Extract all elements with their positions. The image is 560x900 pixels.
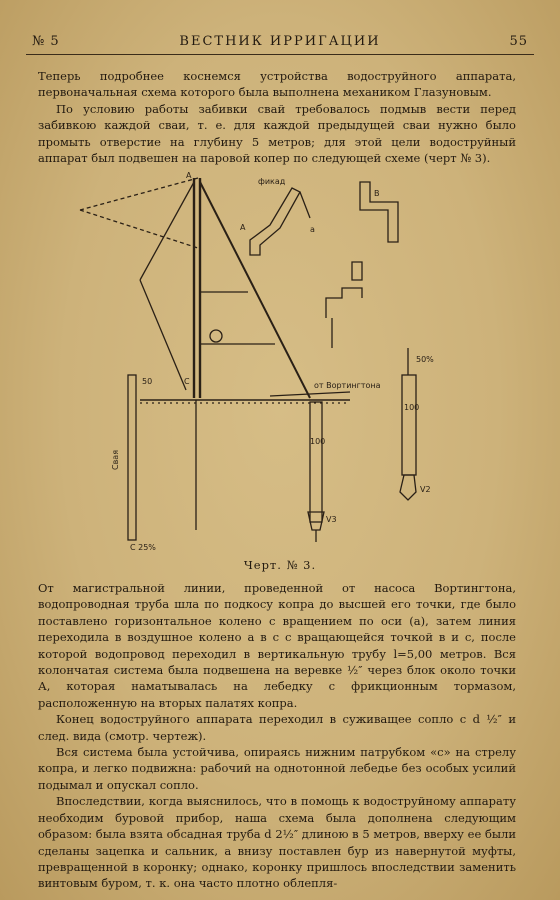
guy-line (80, 178, 198, 210)
paragraph: От магистральной линии, проведенной от насоса Вортингтона, водопроводная труба шла по подкосу копра до высшей его точки, где было поставлено горизонтальное колено с вращением по оси (а), затем линия переходила в воздушное колено а в с с вращающейся точкой в и с, после которой водопровод переходил в вертикальную трубу l=5,00 метров. Вся колончатая система была подвешена на веревке ½″ через блок около точки А, которая наматывалась на лебедку с фрикционным тормазом, расположенную на вторых палатях копра. (38, 581, 516, 710)
label-right-top: 50% (416, 355, 434, 364)
frame (140, 280, 186, 390)
paragraph: Вся система была устойчива, опираясь нижним патрубком «с» на стрелу копра, и легко подвижна: рабочий на однотонной лебедье без особых усилий подымал и опускал сопло. (38, 745, 516, 792)
paragraph: По условию работы забивки свай требовалось подмыв вести перед забивкою каждой сваи, т. е. для каждой предыдущей сваи нужно было промыть отверстие на глубину 5 метров; для этой цели водоструйный аппарат был подвешен на паровой копер по следующей схеме (черт № 3). (38, 101, 516, 166)
label-fikad: фикад (258, 177, 286, 186)
paragraph: Конец водоструйного аппарата переходил в суживащее сопло с d ½″ и след. вида (смотр. чертеж). (38, 712, 516, 743)
label-b: В (374, 189, 380, 198)
issue-number: № 5 (32, 34, 60, 49)
label-right-100: 100 (404, 403, 420, 412)
pile (128, 375, 136, 540)
right-tube (402, 375, 416, 475)
label-tube-bottom: V3 (326, 515, 337, 524)
detail-joint (326, 288, 362, 318)
detail-a-arm (300, 192, 310, 218)
detail-joint (352, 262, 362, 280)
label-arrow: а (310, 225, 315, 234)
journal-title: ВЕСТНИК ИРРИГАЦИИ (179, 34, 381, 49)
detail-a-pipe (250, 188, 300, 255)
label-right-bottom: V2 (420, 485, 431, 494)
intro-text (38, 68, 516, 166)
label-pile-side: Свая (111, 449, 120, 470)
frame (140, 182, 194, 280)
paragraph: Теперь подробнее коснемся устройства водоструйного аппарата, первоначальная схема которого была выполнена механиком Глазуновым. (38, 69, 516, 100)
label-a: А (240, 223, 246, 232)
figure-drawing (70, 170, 490, 555)
brace (200, 182, 310, 398)
winch (210, 330, 222, 342)
page-header (26, 32, 534, 55)
label-pile-bottom: С 25% (130, 543, 156, 552)
page-number: 55 (509, 34, 528, 49)
paragraph: Впоследствии, когда выяснилось, что в помощь к водоструйному аппарату необходим буровой прибор, наша схема была дополнена следующим образом: была взята обсадная труба d 2½″ длиною в 5 метров, вверху ее были сделаны зацепка и сальник, а внизу поставлен бур из навернутой муфты, превращенной в коронку; однако, коронку пришлось впоследствии заменить винтовым буром, т. к. она часто плотно облепля- (38, 794, 516, 891)
label-vortington: от Вортингтона (314, 381, 381, 390)
label-tube-100: 100 (310, 437, 326, 446)
feed-pipe (270, 392, 350, 396)
label-c: С (184, 377, 190, 386)
label-top-a: А (186, 171, 192, 180)
body-text (38, 580, 516, 892)
label-pile-top: 50 (142, 377, 153, 386)
right-bit (400, 475, 416, 500)
figure-caption: Черт. № 3. (243, 558, 317, 572)
guy-line (80, 210, 198, 248)
tube (310, 402, 322, 522)
